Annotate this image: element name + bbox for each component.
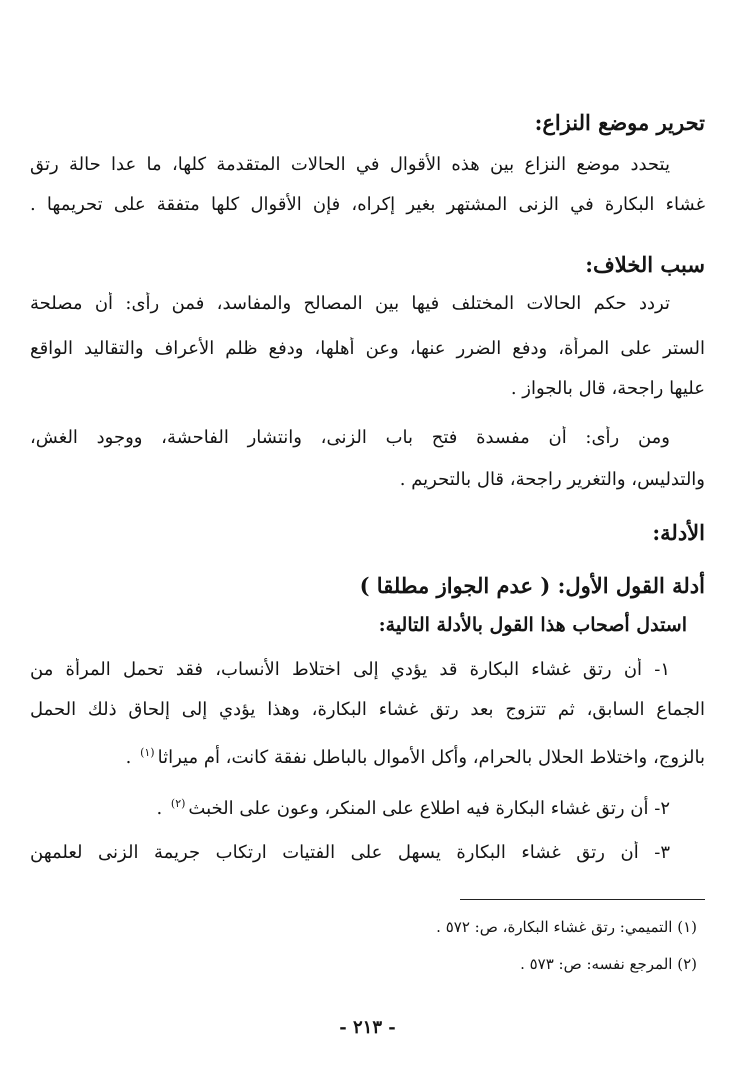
footnote-marker: (٢): [170, 797, 186, 810]
text-line: والتدليس، والتغرير راجحة، قال بالتحريم .: [399, 469, 705, 490]
list-item-1-line: الجماع السابق، ثم تتزوج بعد رتق غشاء البكارة، وهذا يؤدي إلى إلحاق ذلك الحمل: [30, 699, 705, 720]
footnote: (٢) المرجع نفسه: ص: ٥٧٣ .: [520, 955, 697, 973]
text-line: ومن رأى: أن مفسدة فتح باب الزنى، وانتشار الفاحشة، ووجود الغش،: [30, 427, 670, 448]
footnote-divider: [460, 899, 705, 900]
text-line: بالزوج، واختلاط الحلال بالحرام، وأكل الأموال بالباطل نفقة كانت، أم ميراثا: [157, 747, 705, 768]
page-number: - ٢١٣ -: [339, 1017, 396, 1038]
list-item-1-line: ١- أن رتق غشاء البكارة قد يؤدي إلى اختلاط الأنساب، فقد تحمل المرأة من: [30, 659, 670, 680]
section-heading-evidence: الأدلة:: [652, 520, 705, 545]
text-line: عليها راجحة، قال بالجواز .: [510, 378, 705, 399]
section-heading-dispute: تحرير موضع النزاع:: [534, 110, 705, 135]
list-item-2: ٢- أن رتق غشاء البكارة فيه اطلاع على المنكر، وعون على الخبث$^{(٢)}$ .: [156, 797, 670, 819]
text-line: الستر على المرأة، ودفع الضرر عنها، وعن أهلها، ودفع ظلم الأعراف والتقاليد الواقع: [30, 338, 705, 359]
list-item-1-line: بالزوج، واختلاط الحلال بالحرام، وأكل الأموال بالباطل نفقة كانت، أم ميراثا$^{(١)}$ .: [125, 746, 705, 768]
subheading-proofs: استدل أصحاب هذا القول بالأدلة التالية:: [378, 614, 687, 636]
footnote: (١) التميمي: رتق غشاء البكارة، ص: ٥٧٢ .: [436, 918, 697, 936]
footnote-marker: (١): [140, 746, 155, 759]
text-line: غشاء البكارة في الزنى المشتهر بغير إكراه، فإن الأقوال كلها متفقة على تحريمها .: [30, 194, 705, 215]
subheading-first-opinion: أدلة القول الأول: ( عدم الجواز مطلقا ): [359, 573, 705, 598]
text-line: ٢- أن رتق غشاء البكارة فيه اطلاع على المنكر، وعون على الخبث: [188, 798, 670, 819]
list-item-3: ٣- أن رتق غشاء البكارة يسهل على الفتيات ارتكاب جريمة الزنى لعلمهن: [30, 842, 670, 863]
text-line: يتحدد موضع النزاع بين هذه الأقوال في الحالات المتقدمة كلها، ما عدا حالة رتق: [30, 154, 670, 175]
text-line: تردد حكم الحالات المختلف فيها بين المصالح والمفاسد، فمن رأى: أن مصلحة: [30, 293, 670, 314]
section-heading-cause: سبب الخلاف:: [585, 252, 705, 277]
